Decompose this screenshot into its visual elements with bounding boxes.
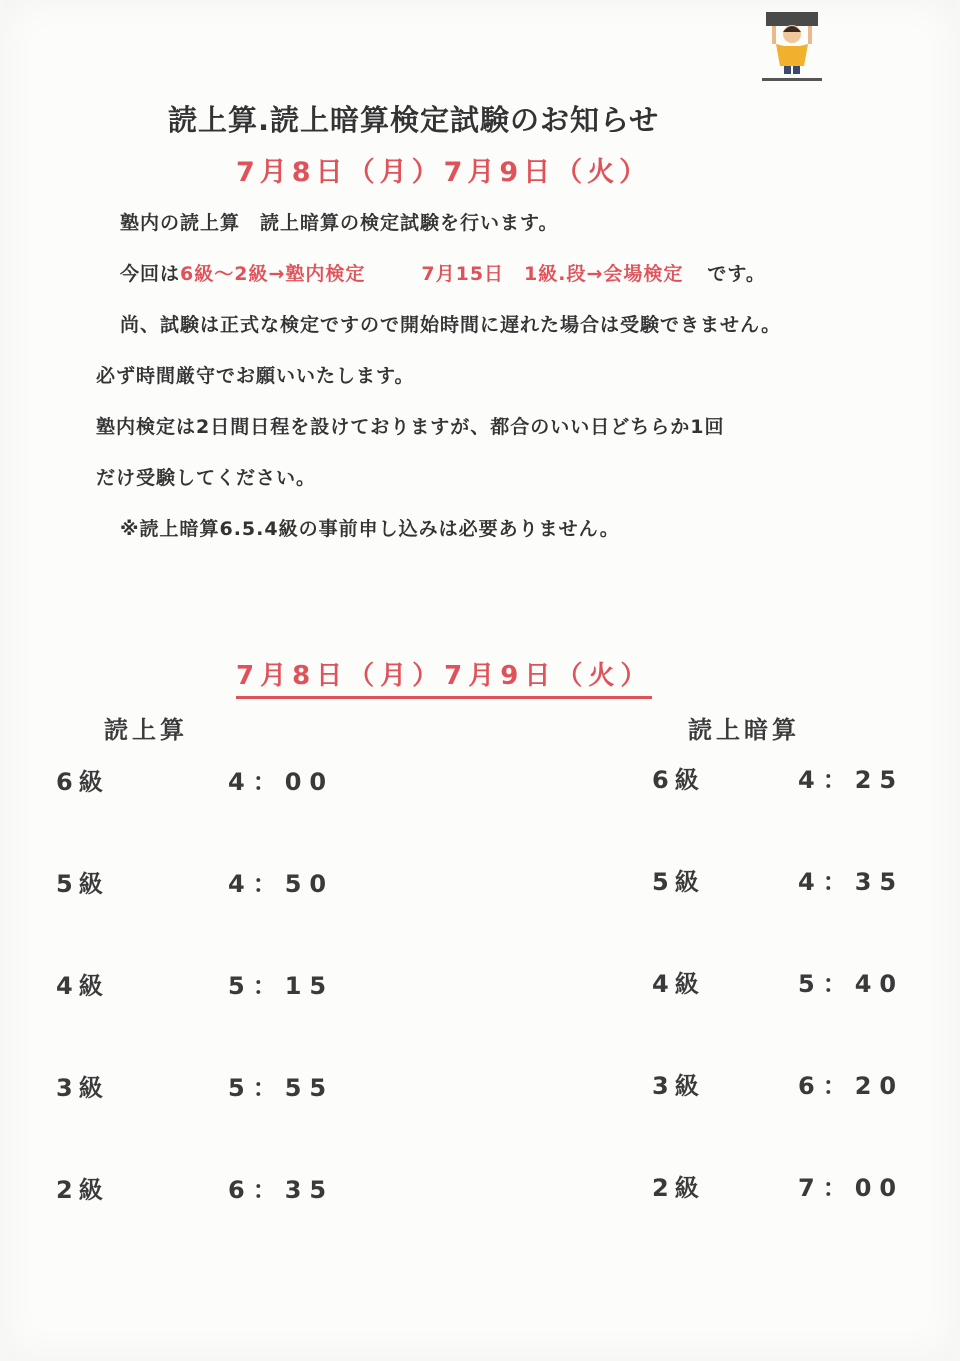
schedule-note-line-2: だけ受験してください。: [96, 467, 317, 489]
level: 6級: [56, 768, 109, 796]
start-time: 5：15: [228, 972, 335, 1000]
scope-line: [120, 259, 766, 286]
start-time: 6：20: [798, 1072, 905, 1100]
start-time: 7：00: [798, 1174, 905, 1202]
schedule-date-heading: 7月8日（月）7月9日（火）: [236, 655, 652, 699]
left-column-heading: 読上算: [104, 716, 188, 744]
level: 2級: [652, 1174, 705, 1202]
level: 5級: [56, 870, 109, 898]
level: 4級: [652, 970, 705, 998]
level: 4級: [56, 972, 109, 1000]
level: 3級: [56, 1074, 109, 1102]
in-house-exam-range: 6級～2級→塾内検定: [180, 263, 366, 285]
right-column-heading: 読上暗算: [688, 716, 800, 744]
level: 5級: [652, 868, 705, 896]
person-holding-sign-icon: [760, 8, 824, 84]
intro-line: 塾内の読上算 読上暗算の検定試験を行います。: [120, 212, 559, 234]
warning-line: 尚、試験は正式な検定ですので開始時間に遅れた場合は受験できません。: [120, 314, 782, 336]
scope-prefix: 今回は: [120, 263, 181, 285]
start-time: 5：55: [228, 1074, 335, 1102]
punctuality-line: 必ず時間厳守でお願いいたします。: [96, 365, 415, 387]
level: 3級: [652, 1072, 705, 1100]
level: 2級: [56, 1176, 109, 1204]
level: 6級: [652, 766, 705, 794]
page-title: 読上算.読上暗算検定試験のお知らせ: [168, 103, 660, 137]
start-time: 5：40: [798, 970, 905, 998]
start-time: 4：50: [228, 870, 335, 898]
schedule-note-line: 塾内検定は2日間日程を設けておりますが、都合のいい日どちらか1回: [96, 416, 725, 438]
start-time: 4：00: [228, 768, 335, 796]
start-time: 4：25: [798, 766, 905, 794]
venue-exam-info: 7月15日 1級.段→会場検定: [421, 263, 684, 285]
scope-suffix: です。: [707, 263, 766, 285]
application-note: ※読上暗算6.5.4級の事前申し込みは必要ありません。: [120, 518, 620, 540]
start-time: 4：35: [798, 868, 905, 896]
start-time: 6：35: [228, 1176, 335, 1204]
exam-dates: 7月8日（月）7月9日（火）: [236, 157, 652, 188]
